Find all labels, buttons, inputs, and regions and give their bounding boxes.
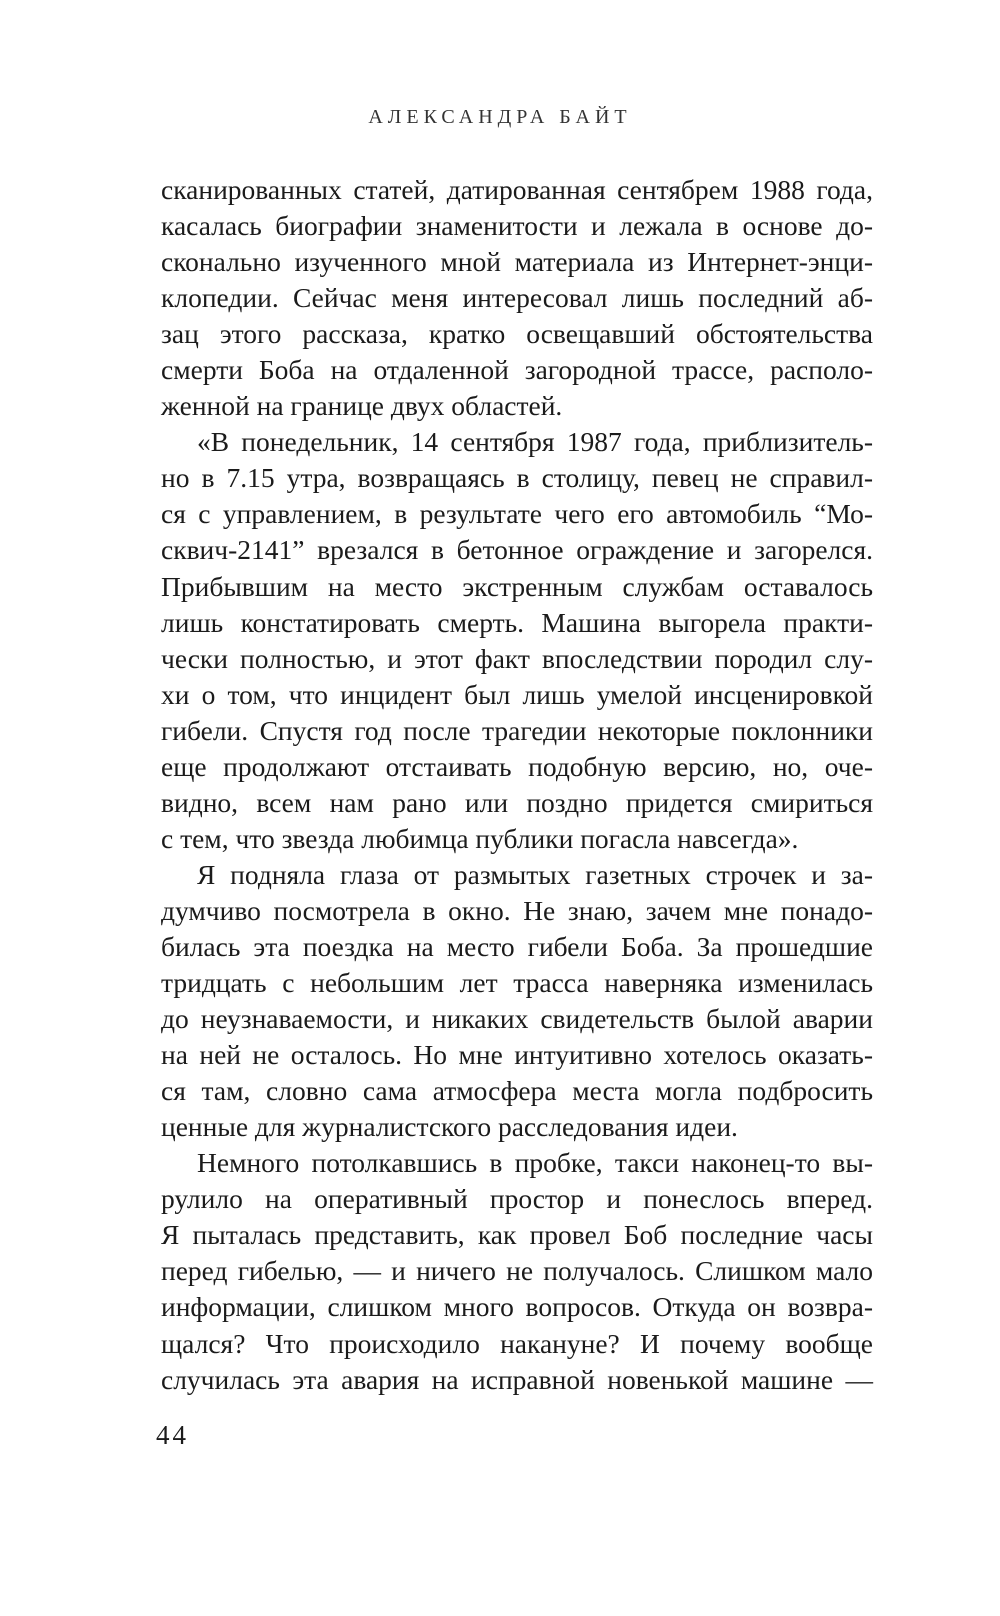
text-line: до неузнаваемости, и никаких свидетельств былой аварии [161, 1003, 873, 1035]
text-line: касалась биографии знаменитости и лежала в основе до- [161, 210, 873, 242]
text-line: женной на границе двух областей. [161, 390, 563, 422]
text-line: тридцать с небольшим лет трасса наверняка изменилась [161, 967, 873, 999]
text-line: сквич-2141” врезался в бетонное ограждение и загорелся. [161, 534, 873, 566]
text-line: лишь констатировать смерть. Машина выгорела практи- [161, 606, 873, 638]
text-line: рулило на оперативный простор и понеслось вперед. [161, 1183, 873, 1215]
text-line: Прибывшим на место экстренным службам оставалось [161, 570, 873, 602]
text-line: еще продолжают отстаивать подобную версию, но, оче- [161, 750, 873, 782]
text-line: гибели. Спустя год после трагедии некоторые поклонники [161, 714, 873, 746]
text-line: Немного потолкавшись в пробке, такси наконец-то вы- [197, 1147, 873, 1179]
text-line: с тем, что звезда любимца публики погасла навсегда». [161, 822, 799, 854]
text-line: думчиво посмотрела в окно. Не знаю, зачем мне понадо- [161, 894, 873, 926]
text-line: Я пыталась представить, как провел Боб последние часы [161, 1219, 873, 1251]
text-line: на ней не осталось. Но мне интуитивно хотелось оказать- [161, 1039, 873, 1071]
text-line: но в 7.15 утра, возвращаясь в столицу, певец не справил- [161, 462, 873, 494]
body-text [161, 172, 873, 1398]
running-header: АЛЕКСАНДРА БАЙТ [368, 106, 632, 128]
text-line: зац этого рассказа, кратко освещавший обстоятельства [161, 318, 873, 350]
text-line: случилась эта авария на исправной новенькой машине — [161, 1363, 873, 1395]
text-line: видно, всем нам рано или поздно придется смириться [161, 786, 873, 818]
text-line: «В понедельник, 14 сентября 1987 года, приблизитель- [197, 426, 873, 458]
text-line: щался? Что происходило накануне? И почему вообще [161, 1327, 873, 1359]
text-line: хи о том, что инцидент был лишь умелой инсценировкой [161, 678, 873, 710]
text-line: ся с управлением, в результате чего его автомобиль “Мо- [161, 498, 873, 530]
page-number: 44 [156, 1420, 189, 1450]
text-line: чески полностью, и этот факт впоследствии породил слу- [161, 642, 873, 674]
text-line: информации, слишком много вопросов. Откуда он возвра- [161, 1291, 873, 1323]
text-line: Я подняла глаза от размытых газетных строчек и за- [197, 858, 873, 890]
text-line: клопедии. Сейчас меня интересовал лишь последний аб- [161, 282, 873, 314]
text-line: смерти Боба на отдаленной загородной трассе, располо- [161, 354, 873, 386]
text-line: перед гибелью, — и ничего не получалось. Слишком мало [161, 1255, 873, 1287]
text-line: ценные для журналистского расследования идеи. [161, 1111, 738, 1143]
text-line: сконально изученного мной материала из Интернет-энци- [161, 246, 873, 278]
text-line: ся там, словно сама атмосфера места могла подбросить [161, 1075, 873, 1107]
text-line: сканированных статей, датированная сентябрем 1988 года, [161, 174, 873, 205]
text-line: билась эта поездка на место гибели Боба. За прошедшие [161, 930, 873, 962]
